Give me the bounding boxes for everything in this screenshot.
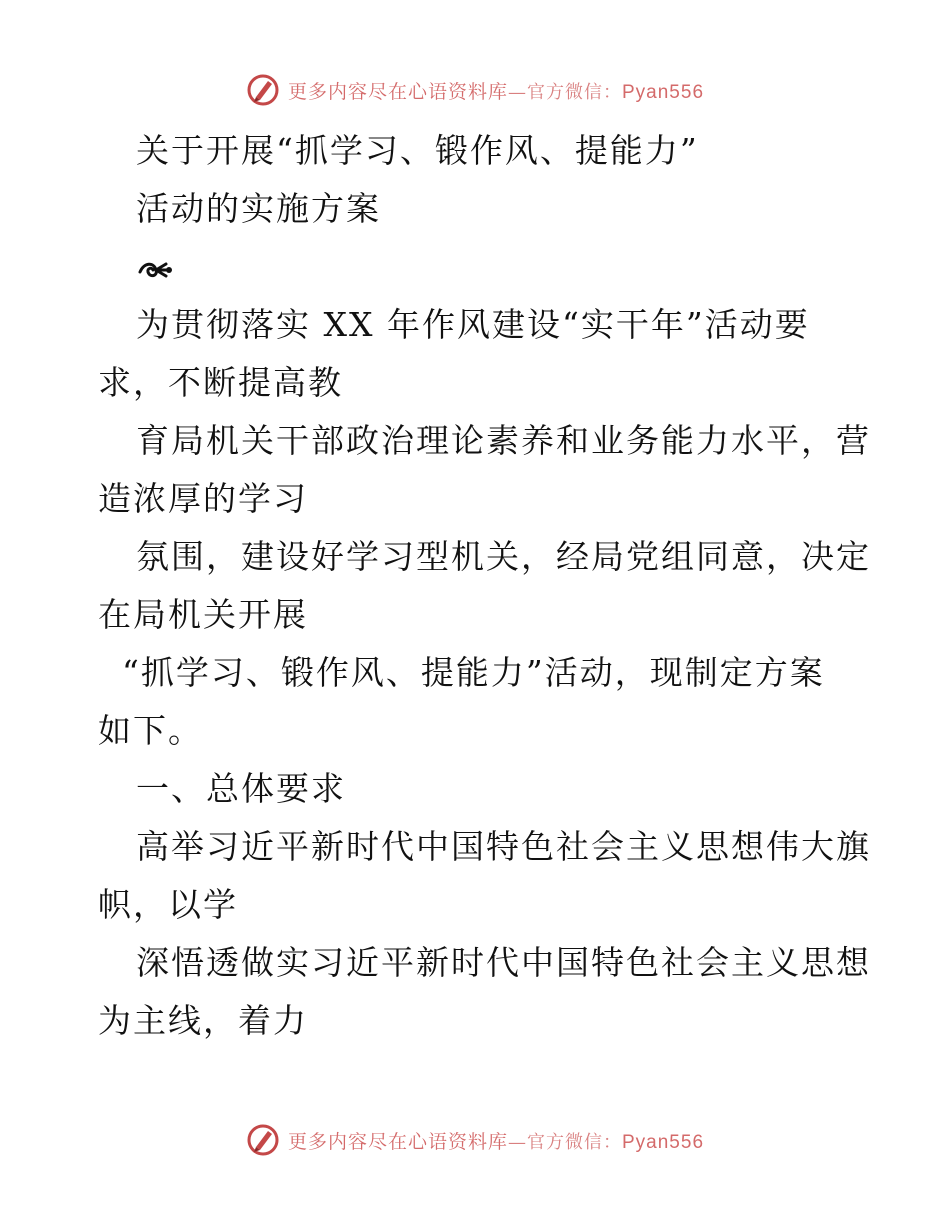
paragraph-line: 氛围，建设好学习型机关，经局党组同意，决定 bbox=[136, 537, 871, 576]
pen-logo-icon bbox=[246, 73, 280, 107]
paragraph-line: 高举习近平新时代中国特色社会主义思想伟大旗 bbox=[136, 827, 871, 866]
section-heading: 一、总体要求 bbox=[136, 769, 346, 808]
watermark-wechat: Pyan556 bbox=[622, 81, 705, 103]
paragraph-line: 造浓厚的学习 bbox=[98, 479, 308, 518]
watermark-main: 更多内容尽在心语资料库 bbox=[287, 80, 508, 103]
paragraph-line: 育局机关干部政治理论素养和业务能力水平，营 bbox=[136, 421, 871, 460]
watermark-sub: —官方微信： bbox=[508, 81, 622, 103]
watermark-sub: —官方微信： bbox=[508, 1131, 622, 1153]
paragraph-line: 在局机关开展 bbox=[98, 595, 308, 634]
paragraph-line: “抓学习、锻作风、提能力”活动，现制定方案 bbox=[122, 653, 825, 692]
paragraph-line: 帜，以学 bbox=[98, 885, 238, 924]
paragraph-line: 深悟透做实习近平新时代中国特色社会主义思想 bbox=[136, 943, 871, 982]
paragraph-line: 为主线，着力 bbox=[98, 1001, 308, 1040]
watermark-text bbox=[288, 77, 704, 104]
pen-logo-icon bbox=[246, 1123, 280, 1157]
ornament-line bbox=[98, 238, 858, 296]
document-body bbox=[98, 122, 871, 1050]
floral-ornament-icon bbox=[136, 254, 176, 284]
watermark-wechat: Pyan556 bbox=[622, 1131, 705, 1153]
doc-title-line-1: 关于开展“抓学习、锻作风、提能力” bbox=[136, 131, 699, 170]
footer-watermark bbox=[0, 1120, 950, 1160]
header-watermark bbox=[0, 70, 950, 110]
paragraph-line: 如下。 bbox=[98, 711, 203, 750]
watermark-text bbox=[288, 1127, 704, 1154]
doc-title-line-2: 活动的实施方案 bbox=[136, 189, 381, 228]
paragraph-line: 求，不断提高教 bbox=[98, 363, 343, 402]
paragraph-line: 为贯彻落实 XX 年作风建设“实干年”活动要 bbox=[136, 305, 810, 344]
watermark-main: 更多内容尽在心语资料库 bbox=[287, 1130, 508, 1153]
